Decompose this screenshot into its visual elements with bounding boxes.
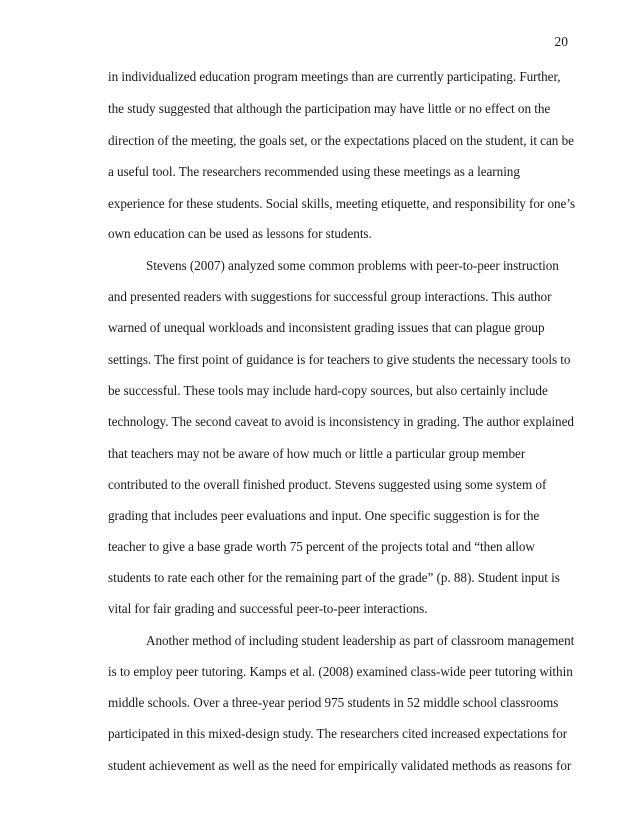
text-line: warned of unequal workloads and inconsistent grading issues that can plague group: [108, 320, 545, 335]
text-line: the study suggested that although the participation may have little or no effect on the: [108, 101, 551, 116]
text-line: experience for these students. Social skills, meeting etiquette, and responsibility for one’s: [108, 196, 576, 211]
paragraph-first-line: Stevens (2007) analyzed some common problems with peer-to-peer instruction: [146, 258, 559, 273]
text-line: a useful tool. The researchers recommended using these meetings as a learning: [108, 164, 520, 179]
text-line: and presented readers with suggestions for successful group interactions. This author: [108, 289, 552, 304]
page-number: 20: [554, 34, 568, 49]
text-line: be successful. These tools may include hard-copy sources, but also certainly include: [108, 383, 548, 398]
text-line: settings. The first point of guidance is for teachers to give students the necessary tools to: [108, 352, 571, 367]
text-line: is to employ peer tutoring. Kamps et al. (2008) examined class-wide peer tutoring within: [108, 664, 573, 679]
text-line: contributed to the overall finished product. Stevens suggested using some system of: [108, 477, 547, 492]
text-line: teacher to give a base grade worth 75 percent of the projects total and “then allow: [108, 539, 535, 554]
text-line: technology. The second caveat to avoid is inconsistency in grading. The author explained: [108, 414, 574, 429]
text-line: middle schools. Over a three-year period 975 students in 52 middle school classrooms: [108, 695, 559, 710]
text-line: participated in this mixed-design study. The researchers cited increased expectations for: [108, 726, 568, 741]
text-line: students to rate each other for the remaining part of the grade” (p. 88). Student input is: [108, 570, 560, 585]
text-line: student achievement as well as the need for empirically validated methods as reasons for: [108, 758, 572, 773]
text-line: vital for fair grading and successful peer-to-peer interactions.: [108, 601, 428, 616]
text-line: that teachers may not be aware of how much or little a particular group member: [108, 446, 526, 461]
paragraph-first-line: Another method of including student leadership as part of classroom management: [146, 633, 575, 648]
text-line: in individualized education program meetings than are currently participating. Further,: [108, 69, 561, 84]
text-line: grading that includes peer evaluations and input. One specific suggestion is for the: [108, 508, 540, 523]
text-line: own education can be used as lessons for students.: [108, 226, 372, 241]
text-line: direction of the meeting, the goals set, or the expectations placed on the student, it can be: [108, 133, 574, 148]
